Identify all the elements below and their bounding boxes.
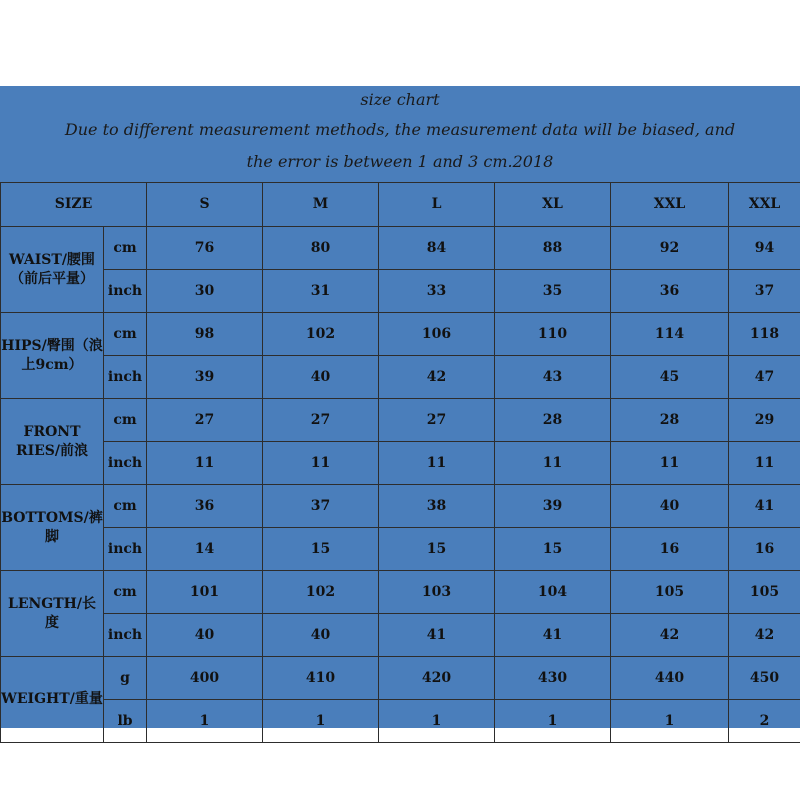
- size-table: [0, 182, 800, 743]
- unit-cell: cm: [104, 485, 147, 528]
- value-cell: 41: [729, 485, 800, 528]
- value-cell: 42: [611, 614, 729, 657]
- value-cell: 15: [495, 528, 611, 571]
- value-cell: 105: [611, 571, 729, 614]
- value-cell: 36: [611, 270, 729, 313]
- value-cell: 105: [729, 571, 800, 614]
- chart-header: [0, 86, 800, 182]
- value-cell: 103: [379, 571, 495, 614]
- table-row: [1, 614, 800, 657]
- value-cell: 440: [611, 657, 729, 700]
- value-cell: 38: [379, 485, 495, 528]
- value-cell: 28: [495, 399, 611, 442]
- value-cell: 39: [147, 356, 263, 399]
- value-cell: 1: [611, 700, 729, 743]
- value-cell: 101: [147, 571, 263, 614]
- measurement-note-line-1: Due to different measurement methods, the measurement data will be biased, and: [64, 120, 736, 139]
- value-cell: 43: [495, 356, 611, 399]
- value-cell: 47: [729, 356, 800, 399]
- value-cell: 1: [263, 700, 379, 743]
- table-row: [1, 571, 800, 614]
- measurement-category-cell: WEIGHT/重量: [1, 657, 104, 743]
- value-cell: 110: [495, 313, 611, 356]
- value-cell: 31: [263, 270, 379, 313]
- value-cell: 114: [611, 313, 729, 356]
- value-cell: 42: [379, 356, 495, 399]
- value-cell: 400: [147, 657, 263, 700]
- value-cell: 27: [263, 399, 379, 442]
- size-column-header: M: [263, 183, 379, 227]
- value-cell: 11: [495, 442, 611, 485]
- measurement-category-cell: LENGTH/长度: [1, 571, 104, 657]
- value-cell: 102: [263, 571, 379, 614]
- size-header-row: [1, 183, 800, 227]
- value-cell: 106: [379, 313, 495, 356]
- value-cell: 11: [379, 442, 495, 485]
- value-cell: 40: [263, 356, 379, 399]
- unit-cell: cm: [104, 399, 147, 442]
- value-cell: 1: [379, 700, 495, 743]
- unit-cell: inch: [104, 270, 147, 313]
- size-chart-panel: [0, 86, 800, 728]
- size-header-cell: SIZE: [1, 183, 147, 227]
- size-column-header: S: [147, 183, 263, 227]
- value-cell: 94: [729, 227, 800, 270]
- size-column-header: XXL: [611, 183, 729, 227]
- size-column-header: XL: [495, 183, 611, 227]
- value-cell: 92: [611, 227, 729, 270]
- value-cell: 1: [495, 700, 611, 743]
- value-cell: 27: [147, 399, 263, 442]
- table-row: [1, 270, 800, 313]
- value-cell: 40: [263, 614, 379, 657]
- value-cell: 16: [729, 528, 800, 571]
- value-cell: 33: [379, 270, 495, 313]
- value-cell: 84: [379, 227, 495, 270]
- size-column-header: L: [379, 183, 495, 227]
- table-row: [1, 227, 800, 270]
- value-cell: 36: [147, 485, 263, 528]
- value-cell: 28: [611, 399, 729, 442]
- table-row: [1, 313, 800, 356]
- value-cell: 41: [495, 614, 611, 657]
- unit-cell: cm: [104, 227, 147, 270]
- value-cell: 35: [495, 270, 611, 313]
- value-cell: 42: [729, 614, 800, 657]
- value-cell: 11: [729, 442, 800, 485]
- value-cell: 2: [729, 700, 800, 743]
- measurement-category-cell: BOTTOMS/裤脚: [1, 485, 104, 571]
- unit-cell: inch: [104, 356, 147, 399]
- value-cell: 27: [379, 399, 495, 442]
- measurement-note-line-2: the error is between 1 and 3 cm.2018: [246, 152, 554, 171]
- table-row: [1, 528, 800, 571]
- value-cell: 430: [495, 657, 611, 700]
- unit-cell: inch: [104, 614, 147, 657]
- value-cell: 118: [729, 313, 800, 356]
- chart-title: size chart: [360, 90, 440, 109]
- size-table-body: [1, 227, 800, 743]
- table-row: [1, 657, 800, 700]
- value-cell: 37: [263, 485, 379, 528]
- value-cell: 40: [147, 614, 263, 657]
- measurement-category-cell: HIPS/臀围（浪上9cm）: [1, 313, 104, 399]
- value-cell: 11: [611, 442, 729, 485]
- value-cell: 98: [147, 313, 263, 356]
- table-row: [1, 700, 800, 743]
- table-row: [1, 399, 800, 442]
- value-cell: 29: [729, 399, 800, 442]
- size-column-header: XXL: [729, 183, 800, 227]
- value-cell: 16: [611, 528, 729, 571]
- unit-cell: inch: [104, 528, 147, 571]
- value-cell: 41: [379, 614, 495, 657]
- unit-cell: inch: [104, 442, 147, 485]
- value-cell: 11: [147, 442, 263, 485]
- table-row: [1, 485, 800, 528]
- unit-cell: g: [104, 657, 147, 700]
- value-cell: 14: [147, 528, 263, 571]
- value-cell: 30: [147, 270, 263, 313]
- value-cell: 450: [729, 657, 800, 700]
- table-row: [1, 442, 800, 485]
- value-cell: 39: [495, 485, 611, 528]
- value-cell: 420: [379, 657, 495, 700]
- table-row: [1, 356, 800, 399]
- unit-cell: cm: [104, 571, 147, 614]
- measurement-category-cell: FRONT RIES/前浪: [1, 399, 104, 485]
- value-cell: 80: [263, 227, 379, 270]
- value-cell: 45: [611, 356, 729, 399]
- unit-cell: lb: [104, 700, 147, 743]
- measurement-category-cell: WAIST/腰围（前后平量）: [1, 227, 104, 313]
- value-cell: 410: [263, 657, 379, 700]
- value-cell: 11: [263, 442, 379, 485]
- value-cell: 40: [611, 485, 729, 528]
- value-cell: 15: [379, 528, 495, 571]
- value-cell: 104: [495, 571, 611, 614]
- value-cell: 15: [263, 528, 379, 571]
- value-cell: 37: [729, 270, 800, 313]
- value-cell: 1: [147, 700, 263, 743]
- value-cell: 76: [147, 227, 263, 270]
- value-cell: 102: [263, 313, 379, 356]
- value-cell: 88: [495, 227, 611, 270]
- unit-cell: cm: [104, 313, 147, 356]
